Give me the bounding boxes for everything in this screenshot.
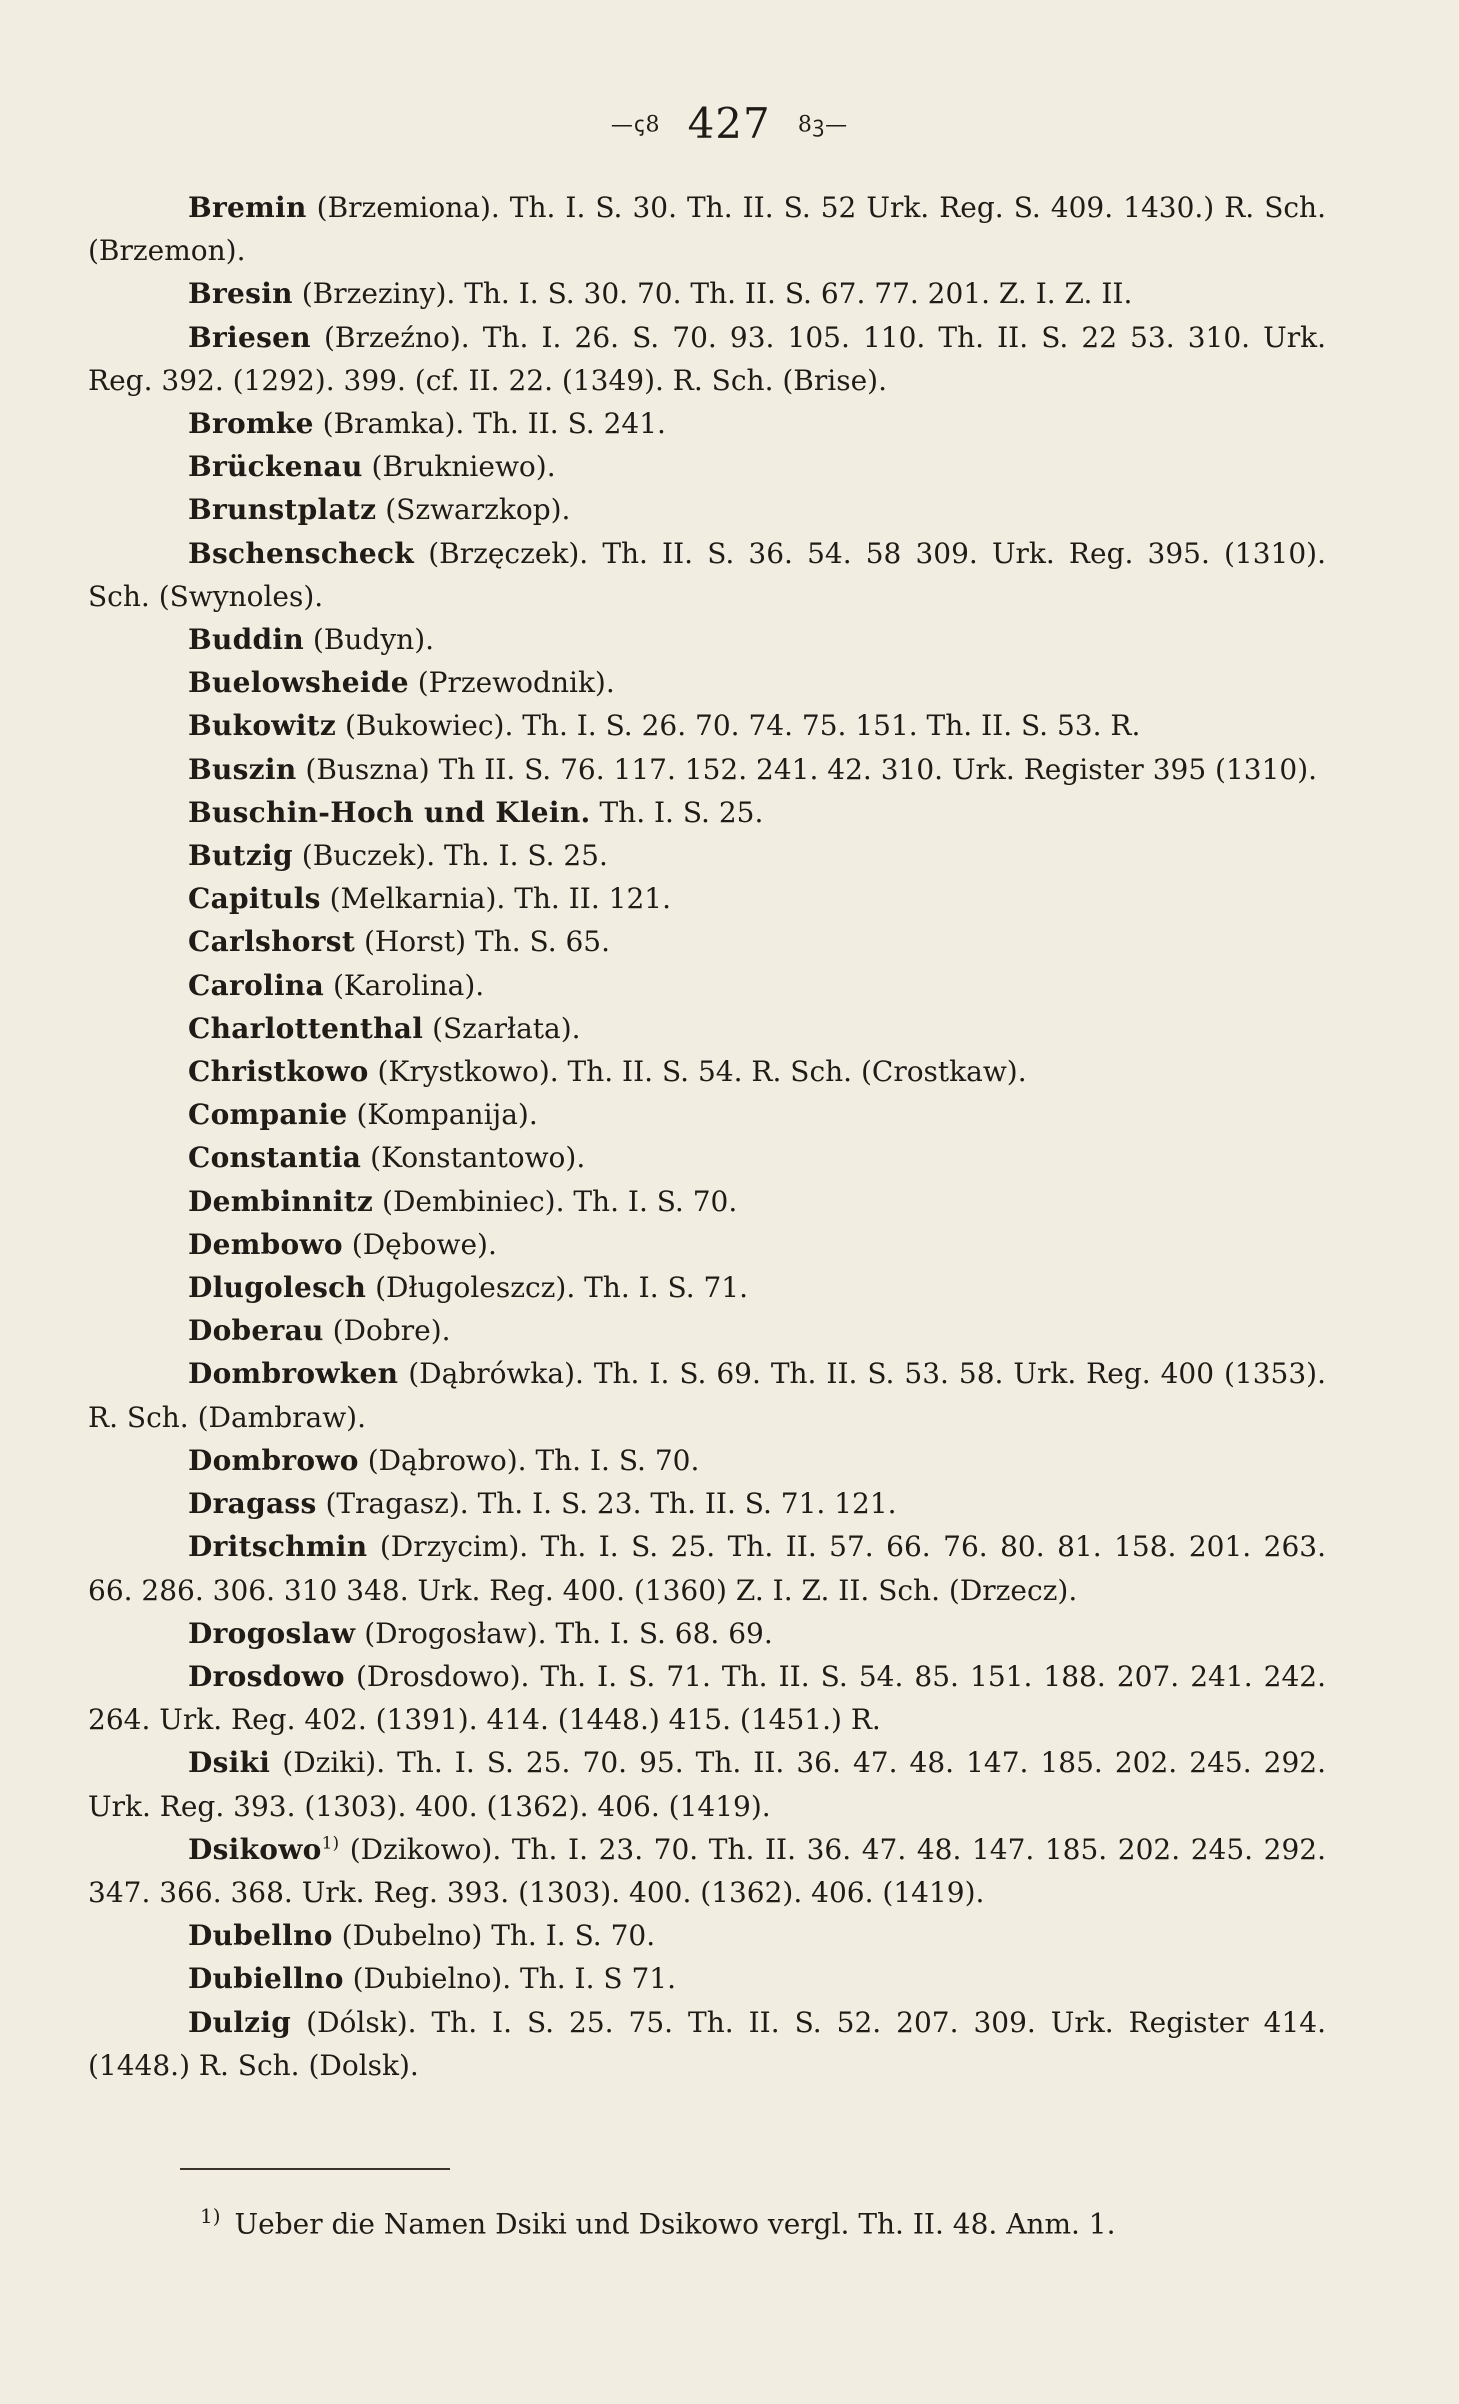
- entry: [88, 1828, 1326, 1914]
- page-number: 427: [687, 99, 771, 148]
- entry-headword: Charlottenthal: [188, 1011, 424, 1045]
- entry-text: (Przewodnik).: [417, 666, 615, 700]
- page-header: [0, 98, 1459, 148]
- entry-text: (Brzęczek). Th. II. S. 36. 54. 58 309. Urk. Reg. 395. (1310). Sch. (Swynoles).: [88, 536, 1327, 613]
- entry-headword: Dritschmin: [188, 1530, 368, 1564]
- entry-headword: Dsiki: [188, 1746, 271, 1780]
- entry-headword: Buschin-Hoch und Klein.: [188, 795, 591, 829]
- entry-text: (Brzemiona). Th. I. S. 30. Th. II. S. 52 Urk. Reg. S. 409. 1430.) R. Sch. (Brzemon).: [88, 191, 1326, 268]
- entry: [88, 1612, 1326, 1655]
- entry-text: (Dziki). Th. I. S. 25. 70. 95. Th. II. 36. 47. 48. 147. 185. 202. 245. 292. Urk. Reg. 393. (1303). 400. (1362). 406. (1419).: [88, 1746, 1326, 1823]
- entry: [88, 704, 1326, 747]
- entry-text: (Dembiniec). Th. I. S. 70.: [382, 1184, 738, 1218]
- entry: [88, 1266, 1326, 1309]
- entry-headword: Briesen: [188, 320, 311, 354]
- entry-text: (Melkarnia). Th. II. 121.: [329, 882, 671, 916]
- entry-headword: Dulzig: [188, 2005, 292, 2039]
- entry-text: (Dubelno) Th. I. S. 70.: [341, 1919, 656, 1953]
- gazetteer-entries: [88, 186, 1326, 2087]
- entry: [88, 791, 1326, 834]
- entry-text: (Karolina).: [332, 968, 485, 1002]
- entry-headword: Brunstplatz: [188, 493, 377, 527]
- entry: [88, 834, 1326, 877]
- entry: [88, 877, 1326, 920]
- entry-headword: Bukowitz: [188, 709, 337, 743]
- entry: [88, 1741, 1326, 1827]
- entry-headword: Bromke: [188, 407, 314, 441]
- entry-headword: Dombrowo: [188, 1443, 359, 1477]
- entry-headword: Drosdowo: [188, 1659, 345, 1693]
- entry: [88, 1655, 1326, 1741]
- entry-text: (Bramka). Th. II. S. 241.: [322, 407, 666, 441]
- entry-text: (Dobre).: [332, 1314, 451, 1348]
- entry-headword: Buszin: [188, 752, 297, 786]
- entry-text: Th. I. S. 25.: [599, 795, 764, 829]
- entry-text: (Długoleszcz). Th. I. S. 71.: [375, 1271, 749, 1305]
- entry: [88, 316, 1326, 402]
- entry-headword: Dembinnitz: [188, 1184, 374, 1218]
- entry-headword: Dlugolesch: [188, 1271, 367, 1305]
- entry-text: (Dzikowo). Th. I. 23. 70. Th. II. 36. 47. 48. 147. 185. 202. 245. 292. 347. 366. 368. Urk. Reg. 393. (1303). 400. (1362). 406. (1419).: [88, 1832, 1326, 1909]
- entry: [88, 1136, 1326, 1179]
- entry-headword: Dsikowo: [188, 1832, 322, 1866]
- entry-text: (Szarłata).: [432, 1011, 581, 1045]
- entry-text: (Dębowe).: [351, 1227, 497, 1261]
- entry-text: (Dubielno). Th. I. S 71.: [352, 1962, 677, 1996]
- entry-text: (Buczek). Th. I. S. 25.: [301, 839, 608, 873]
- entry: [88, 532, 1326, 618]
- entry-headword: Dombrowken: [188, 1357, 399, 1391]
- entry-headword: Carolina: [188, 968, 325, 1002]
- entry-text: (Bukowiec). Th. I. S. 26. 70. 74. 75. 151. Th. II. S. 53. R.: [344, 709, 1141, 743]
- entry-text: (Brukniewo).: [371, 450, 556, 484]
- entry-headword: Constantia: [188, 1141, 362, 1175]
- entry: [88, 1482, 1326, 1525]
- entry-headword: Dubellno: [188, 1919, 333, 1953]
- entry-headword: Dragass: [188, 1487, 317, 1521]
- entry: [88, 618, 1326, 661]
- entry-headword: Drogoslaw: [188, 1616, 356, 1650]
- footnote-divider: [180, 2168, 450, 2170]
- entry: [88, 272, 1326, 315]
- footnote: [200, 2196, 1300, 2244]
- entry-text: (Drosdowo). Th. I. S. 71. Th. II. S. 54. 85. 151. 188. 207. 241. 242. 264. Urk. Reg. 402. (1391). 414. (1448.) 415. (1451.) R.: [88, 1659, 1326, 1737]
- entry: [88, 2001, 1326, 2087]
- entry-text: (Krystkowo). Th. II. S. 54. R. Sch. (Crostkaw).: [377, 1055, 1027, 1089]
- footnote-mark: 1): [200, 2204, 221, 2228]
- entry-text: (Brzeźno). Th. I. 26. S. 70. 93. 105. 110. Th. II. S. 22 53. 310. Urk. Reg. 392. (1292). 399. (cf. II. 22. (1349). R. Sch. (Brise).: [88, 320, 1326, 397]
- entry: [88, 1007, 1326, 1050]
- left-ornament: —ꞔ8: [610, 112, 661, 138]
- entry-headword: Christkowo: [188, 1055, 369, 1089]
- entry-headword: Capituls: [188, 882, 321, 916]
- entry-headword: Buddin: [188, 623, 304, 657]
- entry-headword: Bresin: [188, 277, 293, 311]
- entry-text: (Horst) Th. S. 65.: [363, 925, 611, 959]
- entry-headword: Butzig: [188, 839, 293, 873]
- entry: [88, 1914, 1326, 1957]
- entry: [88, 1525, 1326, 1611]
- footnote-text: Ueber die Namen Dsiki und Dsikowo vergl. Th. II. 48. Anm. 1.: [234, 2207, 1116, 2241]
- entry-text: (Dąbrowo). Th. I. S. 70.: [367, 1443, 700, 1477]
- entry: [88, 661, 1326, 704]
- entry-headword: Bremin: [188, 191, 307, 224]
- entry: [88, 186, 1326, 272]
- entry: [88, 1352, 1326, 1438]
- right-ornament: 8ꝫ—: [797, 112, 849, 138]
- entry: [88, 1093, 1326, 1136]
- entry: [88, 445, 1326, 488]
- entry-text: (Buszna) Th II. S. 76. 117. 152. 241. 42. 310. Urk. Register 395 (1310).: [305, 752, 1318, 786]
- entry-headword: Brückenau: [188, 450, 363, 484]
- entry-headword: Dembowo: [188, 1227, 343, 1261]
- entry: [88, 488, 1326, 531]
- entry-headword: Dubiellno: [188, 1962, 344, 1996]
- entry-text: (Konstantowo).: [370, 1141, 586, 1175]
- entry-headword: Carlshorst: [188, 925, 356, 959]
- entry-headword: Doberau: [188, 1314, 324, 1348]
- entry-headword: Companie: [188, 1098, 348, 1132]
- entry-text: (Dąbrówka). Th. I. S. 69. Th. II. S. 53. 58. Urk. Reg. 400 (1353). R. Sch. (Dambraw).: [88, 1357, 1326, 1434]
- entry: [88, 920, 1326, 963]
- entry: [88, 1223, 1326, 1266]
- entry: [88, 964, 1326, 1007]
- entry-text: (Kompanija).: [356, 1098, 538, 1132]
- entry-text: (Drzycim). Th. I. S. 25. Th. II. 57. 66. 76. 80. 81. 158. 201. 263. 66. 286. 306. 310 348. Urk. Reg. 400. (1360) Z. I. Z. II. Sch. (Drzecz).: [88, 1530, 1326, 1607]
- entry: [88, 1050, 1326, 1093]
- entry-headword: Bschenscheck: [188, 536, 415, 570]
- entry: [88, 1439, 1326, 1482]
- entry-text: (Brzeziny). Th. I. S. 30. 70. Th. II. S. 67. 77. 201. Z. I. Z. II.: [301, 277, 1133, 311]
- entry-text: (Drogosław). Th. I. S. 68. 69.: [364, 1616, 773, 1650]
- entry-text: (Tragasz). Th. I. S. 23. Th. II. S. 71. 121.: [325, 1487, 897, 1521]
- entry-text: (Dólsk). Th. I. S. 25. 75. Th. II. S. 52. 207. 309. Urk. Register 414. (1448.) R. Sch. (Dolsk).: [88, 2005, 1326, 2082]
- entry: [88, 402, 1326, 445]
- entry-text: (Szwarzkop).: [385, 493, 571, 527]
- entry: [88, 1957, 1326, 2000]
- footnote-reference: 1): [321, 1833, 340, 1854]
- entry: [88, 748, 1326, 791]
- entry-text: (Budyn).: [312, 623, 435, 657]
- entry-headword: Buelowsheide: [188, 666, 409, 700]
- entry: [88, 1309, 1326, 1352]
- entry: [88, 1180, 1326, 1223]
